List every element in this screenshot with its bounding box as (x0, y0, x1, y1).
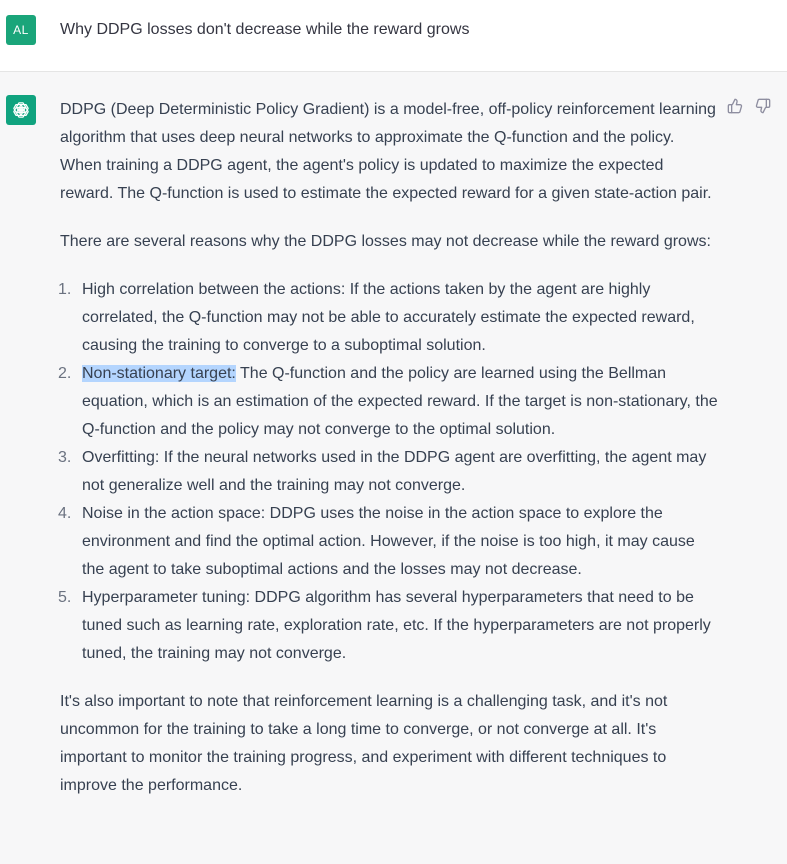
lead-paragraph: There are several reasons why the DDPG losses may not decrease while the reward grows: (60, 233, 711, 250)
thumbs-up-icon[interactable] (727, 98, 743, 114)
list-item-text: If the neural networks used in the DDPG agent are overfitting, the agent may not generalize well and the training may not converge. (82, 449, 707, 494)
openai-logo-icon (6, 95, 36, 125)
user-avatar: AL (6, 15, 36, 45)
list-item-title: Hyperparameter tuning: (82, 589, 251, 606)
list-item-number: 5. (58, 589, 72, 606)
list-item-title: Noise in the action space: (82, 505, 266, 522)
feedback-controls (727, 98, 771, 114)
list-item-title: Overfitting: (82, 449, 160, 466)
assistant-response (60, 96, 720, 800)
user-message-text: Why DDPG losses don't decrease while the reward grows (60, 21, 470, 38)
list-item-text: If the actions taken by the agent are highly correlated, the Q-function may not be able to accurately estimate the expected reward, causing the training to converge to a suboptimal solution. (82, 281, 695, 354)
list-item-text: The Q-function and the policy are learned using the Bellman equation, which is an estimation of the expected reward. If the target is non-stationary, the Q-function and the policy may not converge to the optimal solution. (82, 365, 718, 438)
list-item (60, 444, 720, 500)
list-item-text: DDPG algorithm has several hyperparameters that need to be tuned such as learning rate, exploration rate, etc. If the hyperparameters are not properly tuned, the training may not converge. (82, 589, 711, 662)
list-item-title: High correlation between the actions: (82, 281, 346, 298)
list-item (60, 276, 720, 360)
list-item-text: DDPG uses the noise in the action space to explore the environment and find the optimal action. However, if the noise is too high, it may cause the agent to take suboptimal actions and the losses may not decrease. (82, 505, 695, 578)
list-item-number: 2. (58, 365, 72, 382)
user-message-row (0, 0, 787, 72)
selected-text: Non-stationary target: (82, 365, 236, 382)
reasons-list (60, 276, 720, 668)
list-item (60, 584, 720, 668)
list-item-number: 4. (58, 505, 72, 522)
list-item (60, 360, 720, 444)
thumbs-down-icon[interactable] (755, 98, 771, 114)
list-item (60, 500, 720, 584)
conclusion-paragraph: It's also important to note that reinforcement learning is a challenging task, and it's not uncommon for the training to take a long time to converge, or not converge at all. It's important to monitor the training progress, and experiment with different techniques to improve the performance. (60, 693, 668, 794)
list-item-number: 1. (58, 281, 72, 298)
intro-paragraph: DDPG (Deep Deterministic Policy Gradient) is a model-free, off-policy reinforcement learning algorithm that uses deep neural networks to approximate the Q-function and the policy. When training a DDPG agent, the agent's policy is updated to maximize the expected reward. The Q-function is used to estimate the expected reward for a given state-action pair. (60, 101, 716, 202)
list-item-number: 3. (58, 449, 72, 466)
assistant-message-row (0, 72, 787, 864)
